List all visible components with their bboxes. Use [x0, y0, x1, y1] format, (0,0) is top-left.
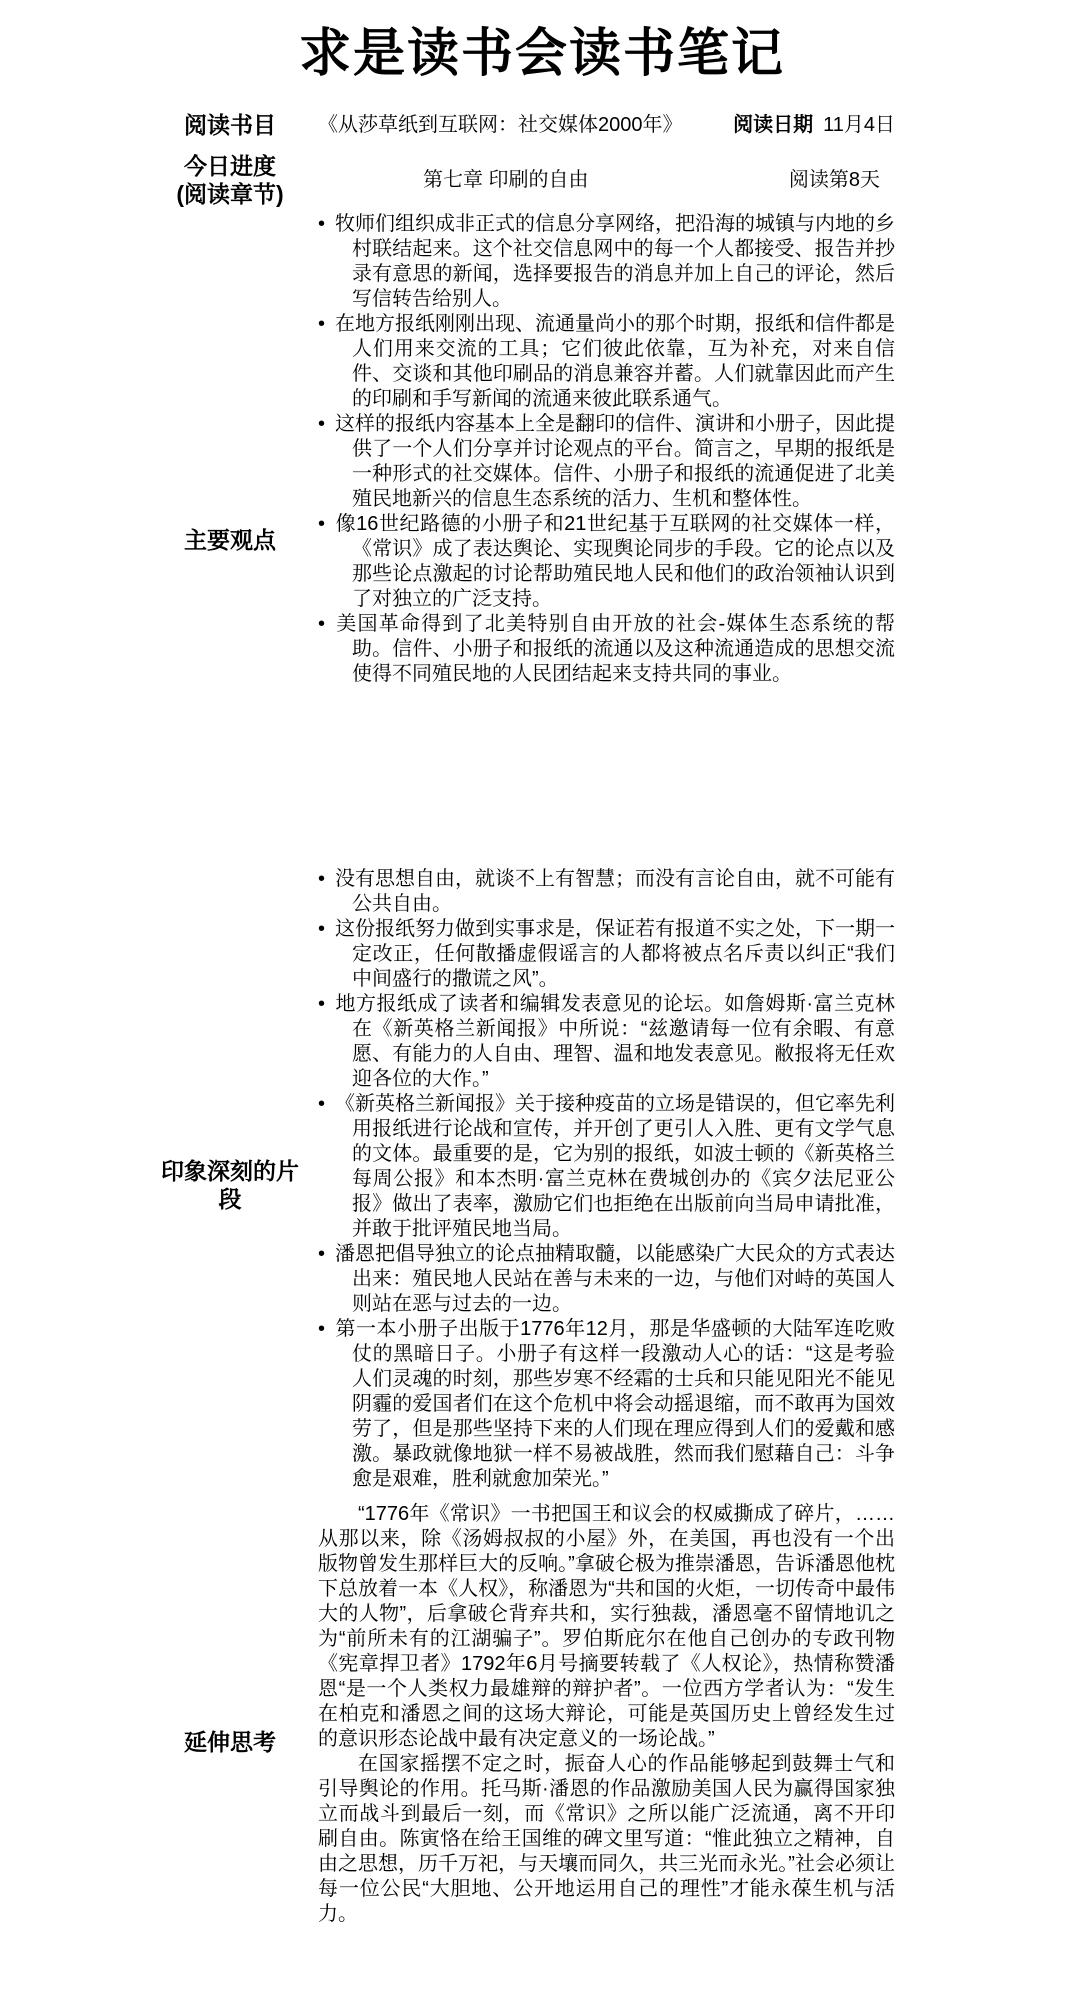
- list-item: • 没有思想自由，就谈不上有智慧；而没有言论自由，就不可能有公共自由。: [318, 867, 895, 917]
- section-main-points: [310, 212, 895, 867]
- thought-paragraph: 在国家摇摆不定之时，振奋人心的作品能够起到鼓舞士气和引导舆论的作用。托马斯·潘恩的作品激励美国人民为赢得国家独立而战斗到最后一刻，而《常识》之所以能广泛流通，离不开印刷自由。陈寅恪在给王国维的碑文里写道：“惟此独立之精神，自由之思想，历千万祀，与天壤而同久，共三光而永光。”社会必须让每一位公民“大胆地、公开地运用自己的理性”才能永葆生机与活力。: [318, 1753, 895, 1925]
- chapter-title: 第七章 印刷的自由: [423, 168, 589, 191]
- list-item: • 这份报纸努力做到实事求是，保证若有报道不实之处，下一期一定改正，任何散播虚假谣言的人都将被点名斥责以纠正“我们中间盛行的撒谎之风”。: [318, 917, 895, 992]
- list-item: • 美国革命得到了北美特别自由开放的社会-媒体生态系统的帮助。信件、小册子和报纸的流通以及这种流通造成的思想交流使得不同殖民地的人民团结起来支持共同的事业。: [318, 612, 895, 687]
- book-title: 《从莎草纸到互联网：社交媒体2000年》: [318, 113, 683, 136]
- list-item: • 在地方报纸刚刚出现、流通量尚小的那个时期，报纸和信件都是人们用来交流的工具；它们彼此依靠，互为补充，对来自信件、交谈和其他印刷品的消息兼容并蓄。人们就靠因此而产生的印刷和手写新闻的流通来彼此联系通气。: [318, 312, 895, 412]
- notes-table: [150, 102, 895, 1982]
- list-item: • 第一本小册子出版于1776年12月，那是华盛顿的大陆军连吃败仗的黑暗日子。小册子有这样一段激动人心的话：“这是考验人们灵魂的时刻，那些岁寒不经霜的士兵和只能见阳光不能见阴霾的爱国者们在这个危机中将会动摇退缩，而不敢再为国效劳了，但是那些坚持下来的人们现在理应得到人们的爱戴和感激。暴政就像地狱一样不易被战胜，然而我们慰藉自己：斗争愈是艰难，胜利就愈加荣光。”: [318, 1317, 895, 1492]
- section-extended-thoughts: [310, 1502, 895, 1982]
- date-value: 11月4日: [823, 113, 895, 136]
- section-memorable-passages: [310, 867, 895, 1502]
- list-item: • 像16世纪路德的小册子和21世纪基于互联网的社交媒体一样，《常识》成了表达舆论、实现舆论同步的手段。它的论点以及那些论点激起的讨论帮助殖民地人民和他们的政治领袖认识到了对独立的广泛支持。: [318, 512, 895, 612]
- section-label-memorable-passages: 印象深刻的片段: [161, 1157, 299, 1212]
- date-label: 阅读日期: [733, 113, 814, 136]
- list-item: • 牧师们组织成非正式的信息分享网络，把沿海的城镇与内地的乡村联结起来。这个社交信息网中的每一个人都接受、报告并抄录有意思的新闻，选择要报告的消息并加上自己的评论，然后写信转告给别人。: [318, 212, 895, 312]
- list-item: • 潘恩把倡导独立的论点抽精取髓，以能感染广大民众的方式表达出来：殖民地人民站在善与未来的一边，与他们对峙的英国人则站在恶与过去的一边。: [318, 1242, 895, 1317]
- list-item: • 《新英格兰新闻报》关于接种疫苗的立场是错误的，但它率先利用报纸进行论战和宣传，并开创了更引人入胜、更有文学气息的文体。最重要的是，它为别的报纸，如波士顿的《新英格兰每周公报》和本杰明·富兰克林在费城创办的《宾夕法尼亚公报》做出了表率，激励它们也拒绝在出版前向当局申请批准，并敢于批评殖民地当局。: [318, 1092, 895, 1242]
- section-label-main-points: 主要观点: [184, 526, 276, 553]
- progress-label-line2: (阅读章节): [176, 181, 284, 207]
- page-title: 求是读书会读书笔记: [298, 25, 785, 83]
- date-group: [733, 113, 895, 138]
- thought-paragraph: “1776年《常识》一书把国王和议会的权威撕成了碎片，……从那以来，除《汤姆叔叔的小屋》外，在美国，再也没有一个出版物曾发生那样巨大的反响。”拿破仑极为推崇潘恩，告诉潘恩他枕下总放着一本《人权》，称潘恩为“共和国的火炬，一切传奇中最伟大的人物”，后拿破仑背弃共和，实行独裁，潘恩毫不留情地讥之为“前所未有的江湖骗子”。罗伯斯庇尔在他自己创办的专政刊物《宪章捍卫者》1792年6月号摘要转载了《人权论》，热情称赞潘恩“是一个人类权力最雄辩的辩护者”。一位西方学者认为：“发生在柏克和潘恩之间的这场大辩论，可能是英国历史上曾经发生过的意识形态论战中最有决定意义的一场论战。”: [318, 1503, 895, 1750]
- progress-row: [310, 148, 895, 212]
- main-points-list: [318, 212, 895, 687]
- progress-label: [150, 148, 310, 212]
- progress-label-line1: 今日进度: [184, 153, 276, 179]
- list-item: • 这样的报纸内容基本上全是翻印的信件、演讲和小册子，因此提供了一个人们分享并讨论观点的平台。简言之，早期的报纸是一种形式的社交媒体。信件、小册子和报纸的流通促进了北美殖民地新兴的信息生态系统的活力、生机和整体性。: [318, 412, 895, 512]
- section-label-extended-thoughts: 延伸思考: [184, 1729, 276, 1755]
- memorable-passages-list: [318, 867, 895, 1492]
- book-label: 阅读书目: [184, 112, 276, 138]
- list-item: • 地方报纸成了读者和编辑发表意见的论坛。如詹姆斯·富兰克林在《新英格兰新闻报》中所说：“兹邀请每一位有余暇、有意愿、有能力的人自由、理智、温和地发表意见。敝报将无任欢迎各位的大作。”: [318, 992, 895, 1092]
- book-row: [310, 102, 895, 148]
- reading-day-count: 阅读第8天: [788, 168, 880, 191]
